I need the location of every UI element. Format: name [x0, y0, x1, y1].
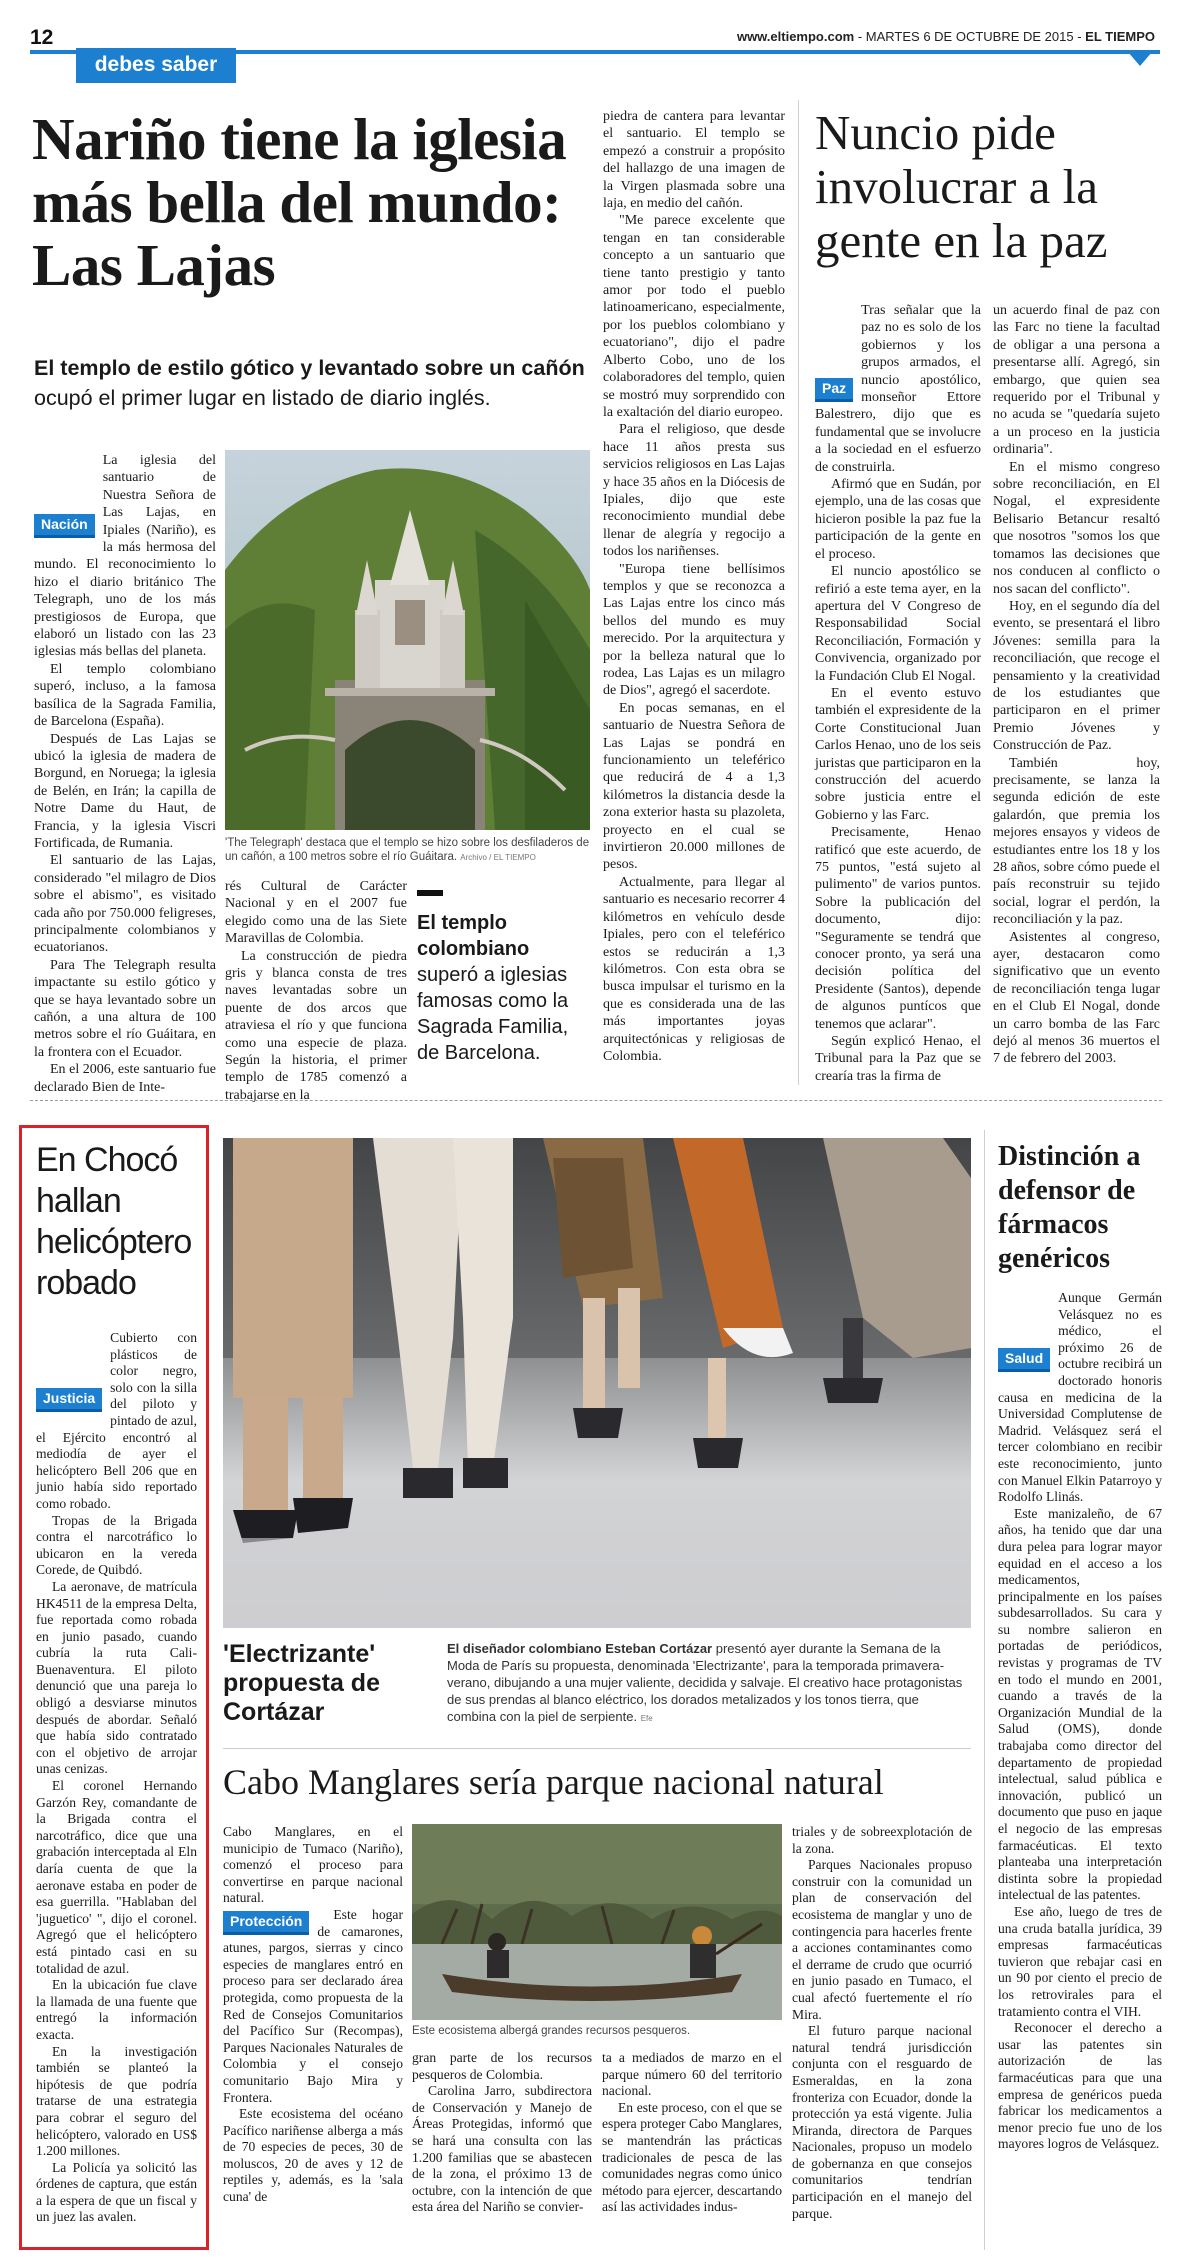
article-paragraph: El nuncio apostólico se refirió a este tema ayer, en la apertura del V Congreso de Responsabilidad Social Reconciliación, Formación y Convivencia, organizado por la Fundación Club El Nogal. [815, 564, 981, 684]
article-paragraph: Cubierto con plásticos de color negro, solo con la silla del piloto y pintado de azul, el Ejército encontró al mediodía de ayer el helicóptero Bell 206 que en junio había sido reportado como robado. [36, 1330, 197, 1511]
manglares-col-2 [412, 2050, 592, 2216]
pullquote-lajas [417, 910, 592, 1066]
section-divider [30, 1100, 1162, 1101]
tag-justicia: Justicia [36, 1388, 102, 1412]
lajas-col-3 [603, 108, 785, 1065]
photo-caption-manglares: Este ecosistema albergá grandes recursos pesqueros. [412, 2025, 691, 2037]
article-paragraph: Afirmó que en Sudán, por ejemplo, una de las cosas que hicieron posible la paz fue la participación de la gente en el proceso. [815, 477, 981, 562]
headline-lajas: Nariño tiene la iglesia más bella del mundo: Las Lajas [32, 106, 567, 298]
section-divider [223, 1748, 971, 1749]
article-paragraph: un acuerdo final de paz con las Farc no tiene la facultad de obligar a una persona a presentarse allí. Agregó, sin embargo, que quien sea requerido por el Tribunal y no acuda se "quedaría sujeto a un proceso en la justicia ordinaria". [993, 303, 1160, 458]
deck-lajas-rest: ocupó el primer lugar en listado de diario inglés. [34, 386, 491, 410]
deck-lajas [34, 353, 594, 413]
article-paragraph: Este hogar de camarones, atunes, pargos, sierras y cinco especies de manglares entró en proceso para ser declarado área protegida, como propuesta de la Red de Consejos Comunitarios del Pacífico Sur (Recompas), Parques Nacionales Naturales de Colombia y el consejo comunitario Bajo Mira y Frontera. [223, 1906, 403, 2105]
article-paragraph: En este proceso, con el que se espera proteger Cabo Manglares, se mantendrán las prácticas tradicionales de pesca de las comunidades negras como único método para ejercer, descartando así las actividades indus- [602, 2099, 782, 2215]
article-paragraph: ta a mediados de marzo en el parque número 60 del territorio nacional. [602, 2050, 782, 2099]
mangrove-illustration [412, 1824, 782, 2020]
article-paragraph: Carolina Jarro, subdirectora de Conservación y Manejo de Áreas Protegidas, informó que se hará una consulta con las 1.200 familias que se abastecen de la zona, el próximo 13 de octubre, con la intención de que esta área del Nariño se convier- [412, 2083, 592, 2215]
photo-caption-lajas [225, 836, 590, 865]
article-paragraph: Según explicó Henao, el Tribunal para la Paz que se crearía tras la firma de [815, 1034, 981, 1084]
article-paragraph: El coronel Hernando Garzón Rey, comandante de la Brigada contra el narcotráfico, dice que una grabación interceptada al Eln daría cuenta de que la aeronave estaba en poder de esa guerrilla. "Hablaban del 'juguetico' ", dijo el coronel. Agregó que el helicóptero está pintado casi en su totalidad de azul. [36, 1778, 197, 1976]
photo-credit: Archivo / EL TIEMPO [460, 853, 536, 862]
column-rule [798, 100, 799, 1085]
pullquote-bold: El templo colombiano [417, 912, 530, 960]
distincion-col [998, 1290, 1162, 2153]
section-tab [76, 48, 236, 83]
article-paragraph: Este manizaleño, de 67 años, ha tenido que dar una dura pelea para lograr mayor equidad en el acceso a los medicamentos, principalmente en los países subdesarrollados. Su cara y su nombre salieron en portadas de periódicos, revistas y programas de TV en todo el mundo en 2001, cuando a través de la Organización Mundial de la Salud (OMS), donde trabajaba como director del departamento de propiedad intelectual, salud pública e innovación, publicó un documento que puso en jaque el negocio de las empresas farmacéuticas. El texto planteaba una interpretación distinta sobre la propiedad intelectual de las patentes. [998, 1505, 1162, 1903]
church-illustration [225, 450, 590, 830]
article-paragraph: Hoy, en el segundo día del evento, se presentará el libro Jóvenes: semilla para la reconciliación, que recoge el pensamiento y la creatividad de los estudiantes que participaron en el primer Premio Jóvenes y Construcción de Paz. [993, 598, 1160, 754]
article-paragraph: piedra de cantera para levantar el santuario. El templo se empezó a construir a propósito del hallazgo de una imagen de la Virgen plasmada sobre una laja, en medio del cañón. [603, 109, 785, 212]
article-paragraph: Tropas de la Brigada contra el narcotráfico lo ubicaron en la vereda Corede, de Quibdó. [36, 1512, 197, 1578]
article-paragraph: Parques Nacionales propuso construir con la comunidad un plan de conservación del ecosistema de manglar y uno de contingencia para hacerles frente a acciones contaminantes como el derrame de crudo que ocurrió en junio pasado en Tumaco, el cual afectó fuertemente el río Mira. [792, 1857, 972, 2022]
article-paragraph: El templo colombiano superó, incluso, a la famosa basílica de la Sagrada Familia, de Barcelona (España). [34, 661, 216, 730]
headline-choco: En Chocó hallan helicóptero robado [36, 1141, 192, 1302]
headline-cortazar: 'Electrizante' propuesta de Cortázar [223, 1640, 380, 1726]
masthead-line [737, 29, 1155, 44]
lajas-col-2 [225, 878, 407, 1104]
article-paragraph: triales y de sobreexplotación de la zona. [792, 1824, 972, 1856]
article-paragraph: En pocas semanas, en el santuario de Nuestra Señora de Las Lajas se pondrá en funcionamiento un teleférico que reducirá de 4 a 1,3 kilómetros la distancia desde la zona exterior hasta su plazoleta, proyecto en el cual se invirtieron 20.000 millones de pesos. [603, 700, 785, 873]
article-paragraph: gran parte de los recursos pesqueros de Colombia. [412, 2050, 592, 2082]
manglares-col-4 [792, 1824, 972, 2222]
section-label: debes saber [94, 53, 218, 76]
article-paragraph: Ese año, luego de tres de una cruda batalla jurídica, 39 empresas farmacéuticas tuvieron que rebajar casi en un 90 por ciento el precio de los retrovirales para el tratamiento contra el VIH. [998, 1903, 1162, 2019]
article-paragraph: Aunque Germán Velásquez no es médico, el próximo 26 de octubre recibirá un doctorado honoris causa en medicina de la Universidad Complutense de Madrid. Velásquez será el tercer colombiano en recibir este reconocimiento, junto con Manuel Elkin Patarroyo y Rodolfo Llinás. [998, 1290, 1162, 1505]
photo-las-lajas [225, 450, 590, 830]
photo-credit: Efe [640, 1714, 653, 1723]
page-number: 12 [30, 26, 54, 49]
paper-name: EL TIEMPO [1085, 29, 1155, 44]
article-paragraph: Precisamente, Henao ratificó que este acuerdo, de 75 puntos, "está sujeto al pulimento" de varios puntos. Sobre la publicación del documento, dijo: "Seguramente se tendrá que conocer pronto, ya será una decisión política del Presidente (Santos), depende de algunos puntícos que tenemos que aclarar". [815, 825, 981, 1032]
article-paragraph: En el 2006, este santuario fue declarado Bien de Inte- [34, 1062, 216, 1095]
tag-proteccion: Protección [223, 1911, 309, 1935]
nuncio-col-2 [993, 302, 1160, 1068]
nuncio-col-1 [815, 302, 981, 1085]
article-paragraph: En la investigación también se planteó la hipótesis de que podría tratarse de una estrategia para cobrar el seguro del helicóptero, valorado en US$ 1.200 millones. [36, 2043, 197, 2159]
tag-nacion: Nación [34, 514, 95, 538]
article-paragraph: En la ubicación fue clave la llamada de una fuente que entregó la información exacta. [36, 1977, 197, 2042]
article-paragraph: La iglesia del santuario de Nuestra Señora de Las Lajas, en Ipiales (Nariño), es la más hermosa del mundo. El reconocimiento lo hizo el diario británico The Telegraph, uno de los más prestigiosos de Europa, que elaboró un listado con las 23 iglesias más bellas del planeta. [34, 453, 216, 660]
edition-date: MARTES 6 DE OCTUBRE DE 2015 [865, 29, 1074, 44]
article-paragraph: Actualmente, para llegar al santuario es necesario recorrer 4 kilómetros en vehículo desde Ipiales, pero con el teleférico estos se reducirán a 1,3 kilómetros. Con esta obra se busca impulsar el turismo en la que es considerada una de las más importantes joyas arquitectónicas y religiosas de Colombia. [603, 874, 785, 1064]
masthead-separator: - [854, 29, 866, 44]
manglares-col-3 [602, 2050, 782, 2216]
photo-fashion-runway [223, 1138, 971, 1628]
caption-cortazar [447, 1640, 971, 1727]
article-paragraph: Después de Las Lajas se ubicó la iglesia de madera de Borgund, en Noruega; la iglesia de Belén, en Irán; la capilla de Notre Dame du Haut, de Francia, y la iglesia Viscri Fortificada, de Rumania. [34, 731, 216, 851]
headline-distincion: Distinción a defensor de fármacos genéricos [998, 1141, 1141, 1274]
article-paragraph: "Me parece excelente que tengan en tan considerable concepto a un santuario que tiene tanto prestigio y tanto amor por todo el pueblo latinoamericano, especialmente, por los pueblos colombiano y ecuatoriano", dijo el padre Alberto Cobo, uno de los colaboradores del templo, quien se mostró muy sorprendido con la exaltación del diario europeo. [603, 213, 785, 420]
article-paragraph: La aeronave, de matrícula HK4511 de la empresa Delta, fue reportada como robada en junio pasado, cuando cubría la ruta Cali-Buenaventura. El piloto denunció que una pareja lo obligó a desviarse minutos después de abordar. Señaló que había sido contratado con el objetivo de arrojar unas cenizas. [36, 1578, 197, 1777]
article-paragraph: Tras señalar que la paz no es solo de los gobiernos y los grupos armados, el nuncio apostólico, monseñor Ettore Balestrero, dijo que es fundamental que se involucre a la sociedad en el esfuerzo de construirla. [815, 303, 981, 475]
article-paragraph: "Europa tiene bellísimos templos y que se reconozca a Las Lajas entre los cinco más bellos del mundo es muy merecido. Por la arquitectura y por la belleza natural que lo rodea, Las Lajas es un milagro de Dios", agregó el sacerdote. [603, 561, 785, 699]
runway-illustration [223, 1138, 971, 1628]
article-paragraph: El santuario de las Lajas, considerado "el milagro de Dios sobre el abismo", es visitado cada año por 750.000 feligreses, principalmente colombianos y ecuatorianos. [34, 853, 216, 956]
masthead-separator: - [1073, 29, 1086, 44]
article-paragraph: La construcción de piedra gris y blanca consta de tres naves levantadas sobre un puente de dos arcos que atraviesa el río y que funciona como una especie de plaza. Según la historia, el primer templo de 1785 comenzó a trabajarse en la [225, 948, 407, 1103]
pullquote-text: superó a iglesias famosas como la Sagrada Familia, de Barcelona. [417, 964, 569, 1064]
article-paragraph: Este ecosistema del océano Pacífico nariñense alberga a más de 70 especies de peces, 30 de moluscos, 20 de aves y 12 de reptiles y, además, es la 'sala cuna' de [223, 2106, 403, 2205]
caption-cortazar-bold: El diseñador colombiano Esteban Cortázar [447, 1641, 713, 1656]
article-paragraph: Asistentes al congreso, ayer, destacaron como significativo que un evento de reconciliación tenga lugar en el Club El Nogal, donde un carro bomba de las Farc dejó al menos 36 muertos el 7 de febrero del 2003. [993, 929, 1160, 1067]
tag-paz: Paz [815, 378, 853, 402]
photo-mangroves [412, 1824, 782, 2020]
article-paragraph: La Policía ya solicitó las órdenes de captura, que están a la espera de que un fiscal y un juez las avalen. [36, 2159, 197, 2225]
headline-manglares: Cabo Manglares sería parque nacional natural [223, 1762, 884, 1802]
article-paragraph: El futuro parque nacional natural tendrá jurisdicción conjunta con el resguardo de Esmeraldas, en la zona fronteriza con Ecuador, donde la protección ya está vigente. Julia Miranda, directora de Parques Nacionales, propuso un modelo de gobernanza en que consejos comunitarios tendrían participación en el manejo del parque. [792, 2023, 972, 2221]
article-paragraph: En el evento estuvo también el expresidente de la Corte Constitucional Juan Carlos Henao, uno de los seis juristas que participaron en la construcción del acuerdo sobre justicia entre el Gobierno y las Farc. [815, 685, 981, 823]
article-paragraph: En el mismo congreso sobre reconciliación, en El Nogal, el expresidente Belisario Betancur resaltó que nosotros "somos los que tomamos las decisiones que nos conducen al conflicto o nos sacan del conflicto". [993, 459, 1160, 597]
deck-lajas-bold: El templo de estilo gótico y levantado sobre un cañón [34, 356, 585, 380]
article-paragraph: Para The Telegraph resulta impactante su estilo gótico y que se haya levantado sobre un cañón, a una altura de 100 metros sobre el río Guáitara, en la frontera con el Ecuador. [34, 957, 216, 1060]
manglares-col-1 [223, 1824, 403, 2206]
tag-salud: Salud [998, 1348, 1050, 1372]
column-rule [984, 1130, 985, 2250]
choco-col [36, 1330, 197, 2226]
lajas-col-1 [34, 452, 216, 1096]
caption-cortazar-text: presentó ayer durante la Semana de la Moda de París su propuesta, denominada 'Electrizante', para la temporada primavera-verano, dibujando a una mujer valiente, decidida y salvaje. El creativo hace protagonistas de sus prendas al blanco eléctrico, los dorados metalizados y los tonos tierra, que combina con la piel de serpiente. [447, 1641, 963, 1724]
article-paragraph: rés Cultural de Carácter Nacional y en el 2007 fue elegido como una de las Siete Maravillas de Colombia. [225, 879, 407, 947]
article-paragraph: Cabo Manglares, en el municipio de Tumaco (Nariño), comenzó el proceso para convertirse en parque nacional natural. [223, 1824, 403, 1906]
article-paragraph: Para el religioso, que desde hace 11 años presta sus servicios religiosos en Las Lajas y hace 35 años en la Diócesis de Ipiales, dijo que este reconocimiento mundial debe llenar de alegría y regocijo a todos los nariñenses. [603, 422, 785, 560]
site-url[interactable]: www.eltiempo.com [736, 29, 855, 44]
pullquote-marker [417, 890, 443, 896]
caption-text: 'The Telegraph' destaca que el templo se hizo sobre los desfiladeros de un cañón, a 100 metros sobre el río Guáitara. [225, 837, 590, 863]
headline-nuncio: Nuncio pide involucrar a la gente en la paz [815, 105, 1108, 268]
article-paragraph: También hoy, precisamente, se lanza la segunda edición de este galardón, que premia los mejores ensayos y videos de estudiantes entre los 18 y los 28 años, sobre cómo puede el país reconstruir su tejido social, lograr el perdón, la reconciliación y la paz. [993, 755, 1160, 928]
section-arrow-icon [1128, 52, 1152, 66]
article-paragraph: Reconocer el derecho a usar las patentes sin autorización de las farmacéuticas para que una empresa de genéricos pueda fabricar los medicamentos a menor precio fue uno de los mayores logros de Velásquez. [998, 2020, 1162, 2152]
